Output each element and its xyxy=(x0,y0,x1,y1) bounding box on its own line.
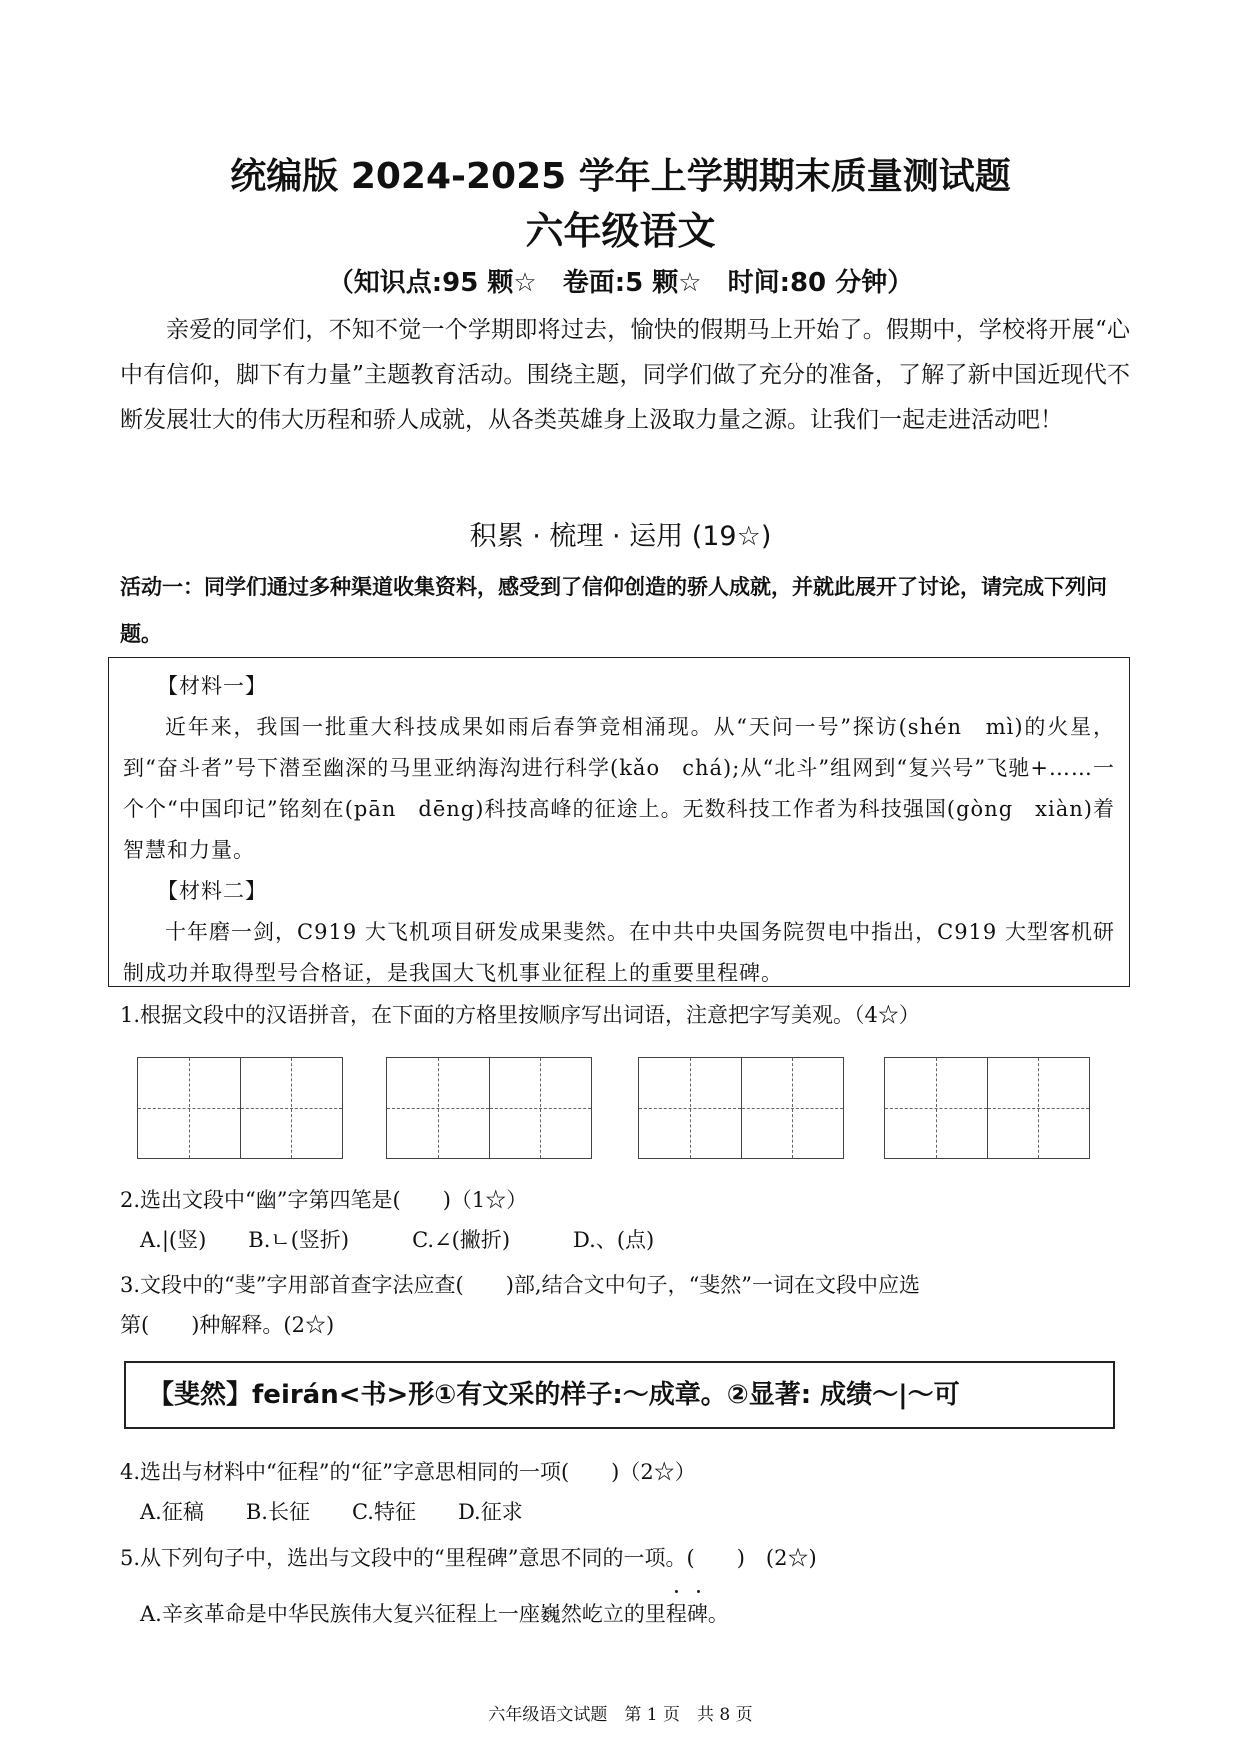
material-one-text: 近年来，我国一批重大科技成果如雨后春笋竞相涌现。从“天问一号”探访(shén mì)的火星，到“奋斗者”号下潜至幽深的马里亚纳海沟进行科学(kǎo chá);从“北斗”组网到“复兴号”飞驰+……一个个“中国印记”铭刻在(pān dēng)科技高峰的征途上。无数科技工作者为科技强国(gòng xiàn)着智慧和力量。 xyxy=(123,715,1115,862)
writing-grid-3[interactable] xyxy=(638,1057,844,1159)
question-2: 2.选出文段中“幽”字第四笔是( )（1☆） xyxy=(120,1188,528,1212)
question-4-options: A.征稿 B.长征 C.特征 D.征求 xyxy=(140,1500,523,1524)
material-two-text: 十年磨一剑，C919 大飞机项目研发成果斐然。在中共中央国务院贺电中指出，C919 大型客机研制成功并取得型号合格证，是我国大飞机事业征程上的重要里程碑。 xyxy=(123,920,1115,985)
activity-one: 活动一：同学们通过多种渠道收集资料，感受到了信仰创造的骄人成就，并就此展开了讨论，请完成下列问题。 xyxy=(120,575,1107,646)
writing-grid-4[interactable] xyxy=(884,1057,1090,1159)
dictionary-entry-box: 【斐然】feirán<书>形①有文采的样子:～成章。②显著: 成绩～|～可 xyxy=(124,1361,1115,1429)
grid-cell[interactable] xyxy=(741,1058,844,1158)
section-heading: 积累 · 梳理 · 运用 (19☆) xyxy=(469,521,772,552)
question-4: 4.选出与材料中“征程”的“征”字意思相同的一项( )（2☆） xyxy=(120,1460,696,1484)
grid-cell[interactable] xyxy=(639,1058,741,1158)
exam-subject: 六年级语文 xyxy=(525,209,716,253)
materials-box xyxy=(108,657,1130,987)
emphasis-dot xyxy=(675,1590,678,1593)
grid-cell[interactable] xyxy=(987,1058,1090,1158)
question-3-line-2: 第( )种解释。(2☆) xyxy=(120,1313,335,1337)
grid-cell[interactable] xyxy=(138,1058,240,1158)
material-one-label: 【材料一】 xyxy=(157,674,267,698)
emphasis-dot xyxy=(697,1590,700,1593)
material-two-label: 【材料二】 xyxy=(157,879,267,903)
question-5-option-a: A.辛亥革命是中华民族伟大复兴征程上一座巍然屹立的里程碑。 xyxy=(140,1602,729,1626)
intro-text: 亲爱的同学们，不知不觉一个学期即将过去，愉快的假期马上开始了。假期中，学校将开展“心中有信仰，脚下有力量”主题教育活动。围绕主题，同学们做了充分的准备，了解了新中国近现代不断发展壮大的伟大历程和骄人成就，从各类英雄身上汲取力量之源。让我们一起走进活动吧！ xyxy=(120,317,1130,433)
grid-cell[interactable] xyxy=(240,1058,343,1158)
question-2-options: A.|(竖) B.ㄴ(竖折) C.∠(撇折) D.、(点) xyxy=(140,1228,655,1252)
exam-info: （知识点:95 颗☆ 卷面:5 颗☆ 时间:80 分钟） xyxy=(327,268,914,298)
exam-title: 统编版 2024-2025 学年上学期期末质量测试题 xyxy=(230,156,1011,197)
question-5: 5.从下列句子中，选出与文段中的“里程碑”意思不同的一项。( ) (2☆) xyxy=(120,1546,817,1570)
question-3-line-1: 3.文段中的“斐”字用部首查字法应查( )部,结合文中句子，“斐然”一词在文段中应选 xyxy=(120,1273,921,1297)
writing-grid-2[interactable] xyxy=(386,1057,592,1159)
writing-grid-1[interactable] xyxy=(137,1057,343,1159)
page-footer: 六年级语文试题 第 1 页 共 8 页 xyxy=(488,1705,753,1725)
grid-cell[interactable] xyxy=(489,1058,592,1158)
grid-cell[interactable] xyxy=(885,1058,987,1158)
grid-cell[interactable] xyxy=(387,1058,489,1158)
question-1: 1.根据文段中的汉语拼音，在下面的方格里按顺序写出词语，注意把字写美观。（4☆） xyxy=(120,1003,920,1027)
intro-paragraph xyxy=(120,308,1130,443)
